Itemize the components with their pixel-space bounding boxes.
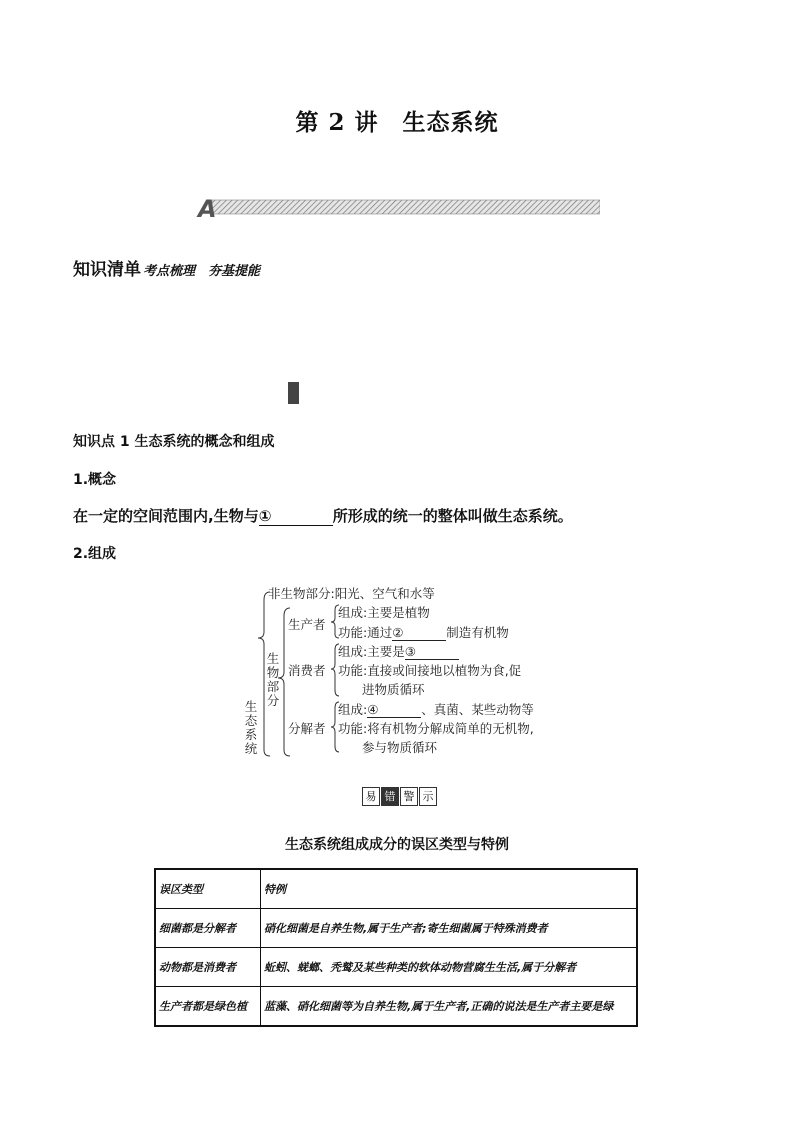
blank-number: ② <box>392 625 404 640</box>
decomposer-composition-after: 、真菌、某些动物等 <box>421 702 534 717</box>
warning-char-2: 错 <box>381 787 399 806</box>
root-label: 生态系统 <box>244 699 258 756</box>
producer-function <box>338 623 509 641</box>
table-cell: 蓝藻、硝化细菌等为自养生物,属于生产者,正确的说法是生产者主要是绿 <box>261 987 638 1027</box>
section-header <box>73 255 260 280</box>
decomposer-function-line1: 功能:将有机物分解成简单的无机物, <box>338 721 534 736</box>
warning-char-4: 示 <box>419 787 437 806</box>
composition-heading: 2.组成 <box>73 546 117 562</box>
table-title: 生态系统组成成分的误区类型与特例 <box>285 837 509 853</box>
section-main-label: 知识清单 <box>73 260 141 280</box>
decomposer-function-line2: 参与物质循环 <box>362 740 438 755</box>
fill-blank-3 <box>405 644 459 660</box>
consumer-function-line2: 进物质循环 <box>362 682 425 697</box>
living-part-label: 生物部分 <box>266 651 280 708</box>
fill-blank-2 <box>392 625 446 641</box>
knowledge-point-heading: 知识点 1 生态系统的概念和组成 <box>73 434 275 450</box>
table-row <box>155 909 637 948</box>
table-header-cell: 误区类型 <box>155 869 261 909</box>
nonliving-part: 非生物部分:阳光、空气和水等 <box>268 586 435 601</box>
producer-function-before: 功能:通过 <box>338 625 393 640</box>
concept-heading: 1.概念 <box>73 472 117 488</box>
blank-number: ③ <box>404 644 416 659</box>
table-header-row <box>155 869 637 909</box>
producer-composition: 组成:主要是植物 <box>338 605 430 620</box>
consumer-label: 消费者 <box>288 663 326 678</box>
concept-definition <box>73 505 573 526</box>
page-title: 第 2 讲 生态系统 <box>295 109 499 136</box>
table-cell: 蚯蚓、蜣螂、秃鹫及某些种类的软体动物营腐生生活,属于分解者 <box>261 948 638 987</box>
table-cell: 动物都是消费者 <box>155 948 261 987</box>
consumer-function-line1: 功能:直接或间接地以植物为食,促 <box>338 663 522 678</box>
decomposer-label: 分解者 <box>288 721 326 736</box>
table-cell: 硝化细菌是自养生物,属于生产者;寄生细菌属于特殊消费者 <box>261 909 638 948</box>
concept-text-before: 在一定的空间范围内,生物与 <box>73 507 259 525</box>
table-row <box>155 948 637 987</box>
banner-letter: A <box>198 196 217 220</box>
consumer-composition-before: 组成:主要是 <box>338 644 405 659</box>
table-cell: 生产者都是绿色植 <box>155 987 261 1027</box>
table-cell: 细菌都是分解者 <box>155 909 261 948</box>
page-marker <box>288 382 299 404</box>
decomposer-composition <box>338 700 534 718</box>
concept-text-after: 所形成的统一的整体叫做生态系统。 <box>332 507 573 525</box>
table-row <box>155 987 637 1027</box>
decomposer-composition-before: 组成: <box>338 702 368 717</box>
warning-badge <box>362 787 438 809</box>
composition-diagram <box>240 582 570 762</box>
fill-blank-1 <box>259 507 333 526</box>
producer-label: 生产者 <box>288 617 326 632</box>
misconception-table <box>154 868 638 1027</box>
warning-char-3: 警 <box>400 787 418 806</box>
table-header-cell: 特例 <box>261 869 638 909</box>
consumer-composition <box>338 642 459 660</box>
section-banner <box>196 196 600 220</box>
warning-char-1: 易 <box>362 787 380 806</box>
producer-function-after: 制造有机物 <box>446 625 509 640</box>
fill-blank-4 <box>367 702 421 718</box>
section-sub-label: 考点梳理 夯基提能 <box>143 264 261 279</box>
blank-number: ④ <box>367 702 379 717</box>
blank-number: ① <box>258 507 272 525</box>
